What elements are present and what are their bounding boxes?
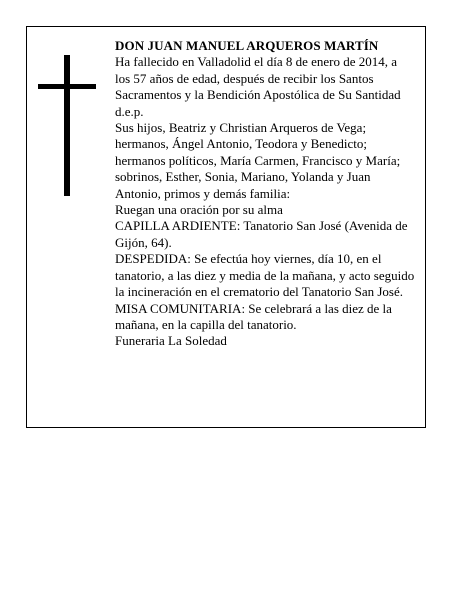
deceased-name: DON JUAN MANUEL ARQUEROS MARTÍN bbox=[115, 38, 379, 53]
rip-text: d.e.p. bbox=[115, 103, 144, 119]
prayer-request: Ruegan una oración por su alma bbox=[115, 202, 283, 218]
death-announcement: Ha fallecido en Valladolid el día 8 de enero de 2014, a los 57 años de edad, después de recibir los Santos Sacramentos y la Bendición Apostólica de Su Santidad bbox=[115, 54, 401, 103]
chapel-info: CAPILLA ARDIENTE: Tanatorio San José (Avenida de Gijón, 64). bbox=[115, 218, 408, 250]
family-list: Sus hijos, Beatriz y Christian Arqueros de Vega; hermanos, Ángel Antonio, Teodora y Benedicto; hermanos políticos, María Carmen, Francisco y María; sobrinos, Esther, Sonia, Mariano, Yolanda y Juan Antonio, primos y demás familia: bbox=[115, 120, 401, 201]
funeral-home: Funeraria La Soledad bbox=[115, 333, 227, 349]
cross-horizontal-bar bbox=[38, 84, 96, 89]
mass-info: MISA COMUNITARIA: Se celebrará a las diez de la mañana, en la capilla del tanatorio. bbox=[115, 300, 392, 332]
cross-vertical-bar bbox=[64, 55, 70, 196]
notice-text bbox=[115, 38, 415, 350]
farewell-info: DESPEDIDA: Se efectúa hoy viernes, día 10, en el tanatorio, a las diez y media de la mañana, y acto seguido la incineración en el crematorio del Tanatorio San José. bbox=[115, 251, 415, 300]
